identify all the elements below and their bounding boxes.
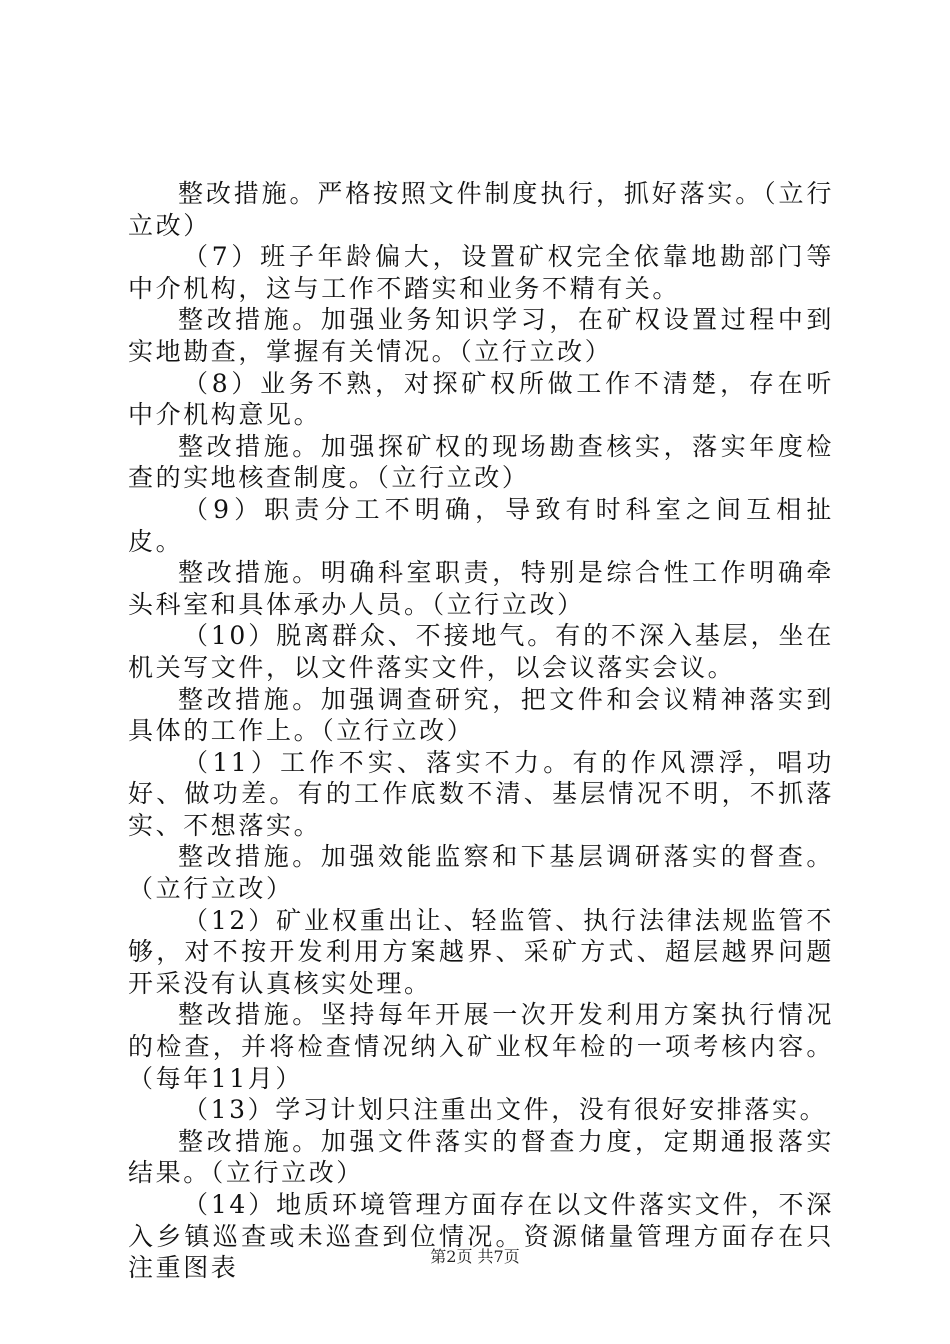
paragraph-issue-10: （10）脱离群众、不接地气。有的不深入基层，坐在机关写文件，以文件落实文件，以会议落实会议。: [128, 621, 834, 682]
paragraph-measure: 整改措施。加强文件落实的督查力度，定期通报落实结果。（立行立改）: [128, 1126, 834, 1188]
paragraph-issue-7: （7）班子年龄偏大，设置矿权完全依靠地勘部门等中介机构，这与工作不踏实和业务不精有关。: [128, 242, 834, 303]
paragraph-measure: 整改措施。坚持每年开展一次开发利用方案执行情况的检查，并将检查情况纳入矿业权年检的一项考核内容。（每年11月）: [128, 1000, 834, 1093]
paragraph-measure: 整改措施。加强调查研究，把文件和会议精神落实到具体的工作上。（立行立改）: [128, 684, 834, 746]
paragraph-measure: 整改措施。加强效能监察和下基层调研落实的督查。（立行立改）: [128, 842, 834, 904]
page-number-footer: 第2页 共7页: [430, 1247, 520, 1266]
paragraph-measure: 整改措施。明确科室职责，特别是综合性工作明确牵头科室和具体承办人员。（立行立改）: [128, 558, 834, 619]
paragraph-measure: 整改措施。加强探矿权的现场勘查核实，落实年度检查的实地核查制度。（立行立改）: [128, 431, 834, 493]
paragraph-issue-13: （13）学习计划只注重出文件，没有很好安排落实。: [183, 1095, 828, 1125]
paragraph-issue-8: （8）业务不熟，对探矿权所做工作不清楚，存在听中介机构意见。: [128, 368, 834, 430]
paragraph-issue-9: （9）职责分工不明确，导致有时科室之间互相扯皮。: [128, 494, 834, 556]
document-body: [128, 178, 834, 1284]
paragraph-measure: 整改措施。加强业务知识学习，在矿权设置过程中到实地勘查，掌握有关情况。（立行立改）: [128, 305, 834, 366]
paragraph-measure: 整改措施。严格按照文件制度执行，抓好落实。（立行立改）: [128, 179, 834, 240]
paragraph-issue-11: （11）工作不实、落实不力。有的作风漂浮，唱功好、做功差。有的工作底数不清、基层情况不明，不抓落实、不想落实。: [128, 747, 834, 840]
paragraph-issue-12: （12）矿业权重出让、轻监管、执行法律法规监管不够，对不按开发利用方案越界、采矿方式、超层越界问题开采没有认真核实处理。: [128, 905, 834, 998]
paragraph-issue-14: （14）地质环境管理方面存在以文件落实文件，不深入乡镇巡查或未巡查到位情况。资源储量管理方面存在只注重图表: [128, 1190, 834, 1283]
